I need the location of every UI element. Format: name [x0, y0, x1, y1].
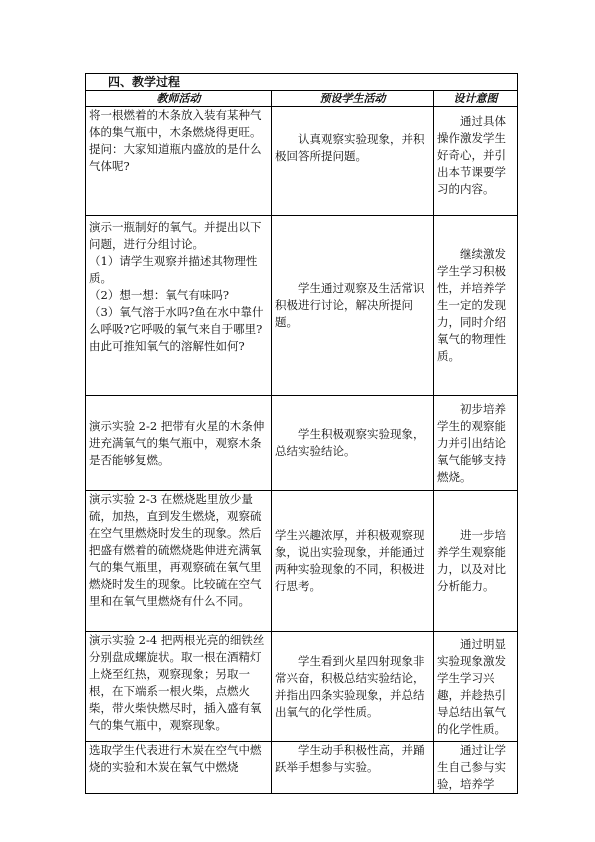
table-row: [86, 396, 518, 491]
student-activity-cell: 认真观察实验现象，并积极回答所提问题。: [272, 107, 434, 216]
section-title-row: [86, 74, 518, 91]
header-student-activity: 预设学生活动: [272, 91, 434, 107]
section-title: 四、教学过程: [86, 74, 518, 91]
design-intent-cell: 进一步培养学生观察能力，以及对比分析能力。: [434, 491, 518, 632]
design-intent-cell: 初步培养学生的观察能力并引出结论氧气能够支持燃烧。: [434, 396, 518, 491]
design-intent-cell: 通过让学生自己参与实验，培养学: [434, 742, 518, 794]
teacher-activity-line: （2）想一想：氧气有味吗?: [89, 288, 229, 302]
teacher-activity-cell: [86, 216, 272, 396]
table-row: [86, 491, 518, 632]
teaching-process-table: [85, 73, 518, 794]
teacher-activity-line: （1）请学生观察并描述其物理性质。: [89, 254, 258, 285]
teacher-activity-cell: 选取学生代表进行木炭在空气中燃烧的实验和木炭在氧气中燃烧: [86, 742, 272, 794]
teacher-activity-line: 演示一瓶制好的氧气。并提出以下问题，进行分组讨论。: [89, 220, 262, 251]
table-row: [86, 632, 518, 742]
teacher-activity-line: （3）氧气溶于水吗?鱼在水中靠什么呼吸?它呼吸的氧气来自于哪里?由此可推知氧气的溶解性如何?: [89, 305, 264, 353]
header-teacher-activity: 教师活动: [86, 91, 272, 107]
table-row: [86, 742, 518, 794]
header-design-intent: 设计意图: [434, 91, 518, 107]
student-activity-cell: 学生看到火星四射现象非常兴奋，积极总结实验结论，并指出四条实验现象，并总结出氧气的化学性质。: [272, 632, 434, 742]
design-intent-cell: 通过具体操作激发学生好奇心，并引出本节课要学习的内容。: [434, 107, 518, 216]
teacher-activity-cell: 演示实验 2-4 把两根光亮的细铁丝分别盘成螺旋状。取一根在酒精灯上烧至红热，观察现象；另取一根，在下端系一根火柴，点燃火柴，带火柴快燃尽时，插入盛有氧气的集气瓶中，观察现象。: [86, 632, 272, 742]
student-activity-cell: 学生动手积极性高，并踊跃举手想参与实验。: [272, 742, 434, 794]
teacher-activity-cell: 演示实验 2-2 把带有火星的木条伸进充满氧气的集气瓶中，观察木条是否能够复燃。: [86, 396, 272, 491]
header-row: [86, 91, 518, 107]
design-intent-cell: 继续激发学生学习积极性，并培养学生一定的发现力，同时介绍氧气的物理性质。: [434, 216, 518, 396]
student-activity-cell: 学生通过观察及生活常识积极进行讨论，解决所提问题。: [272, 216, 434, 396]
design-intent-cell: 通过明显实验现象激发学生学习兴趣，并趁热引导总结出氧气的化学性质。: [434, 632, 518, 742]
student-activity-cell: 学生兴趣浓厚，并积极观察现象，说出实验现象，并能通过两种实验现象的不同，积极进行思考。: [272, 491, 434, 632]
student-activity-cell: 学生积极观察实验现象，总结实验结论。: [272, 396, 434, 491]
table-row: [86, 107, 518, 216]
teacher-activity-cell: 演示实验 2-3 在燃烧匙里放少量硫，加热，直到发生燃烧，观察硫在空气里燃烧时发生的现象。然后把盛有燃着的硫燃烧匙伸进充满氧气的集气瓶里，再观察硫在氧气里燃烧时发生的现象。比较硫在空气里和在氧气里燃烧有什么不同。: [86, 491, 272, 632]
teacher-activity-cell: 将一根燃着的木条放入装有某种气体的集气瓶中，木条燃烧得更旺。提问：大家知道瓶内盛放的是什么气体呢?: [86, 107, 272, 216]
table-row: [86, 216, 518, 396]
